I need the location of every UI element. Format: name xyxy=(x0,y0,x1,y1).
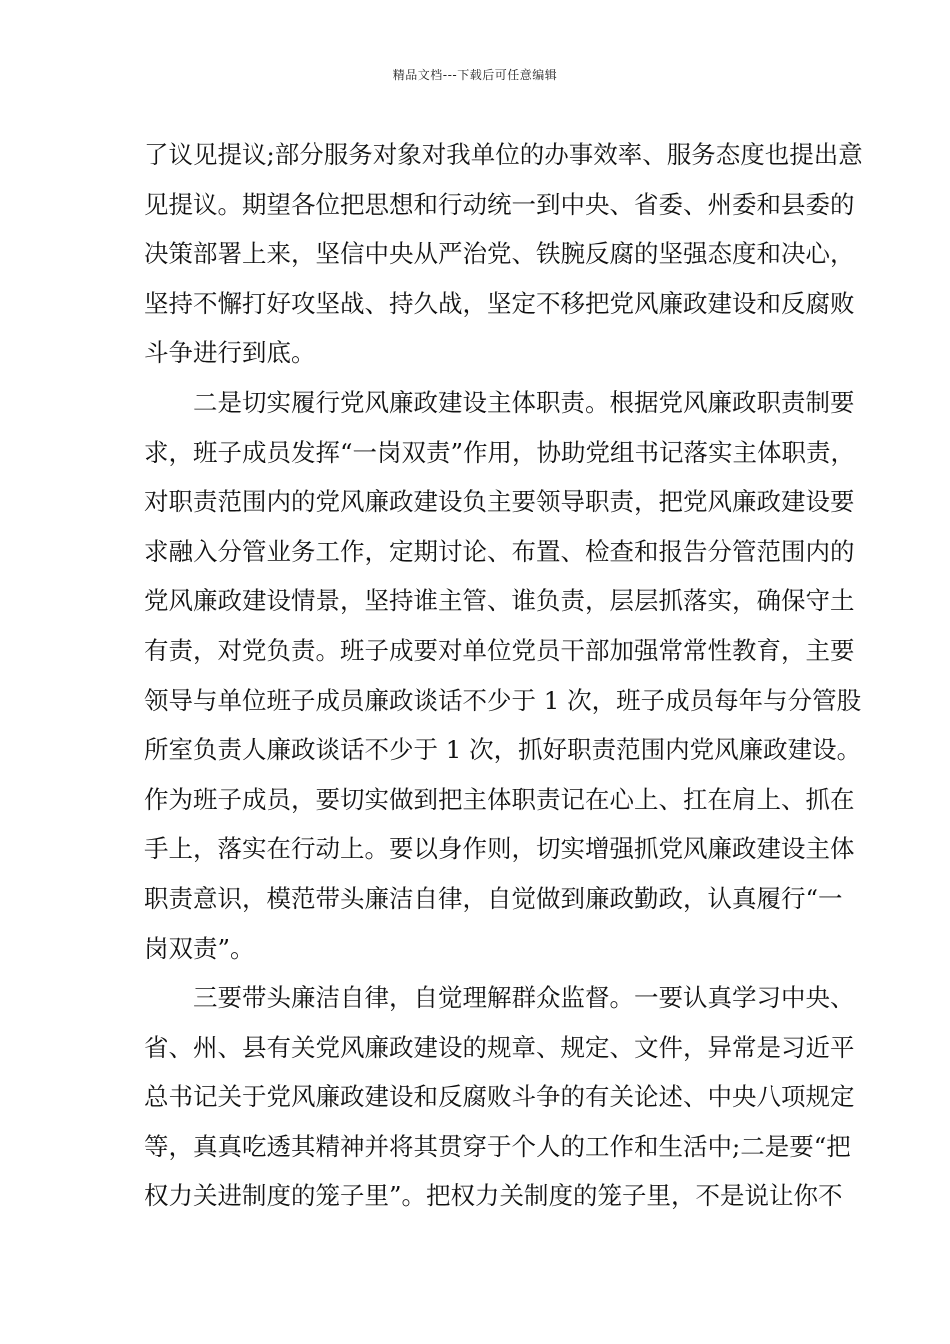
text-line: 岗双责”。 xyxy=(144,933,255,963)
paragraph-first-line: 三要带头廉洁自律，自觉理解群众监督。一要认真学习中央、 xyxy=(193,983,855,1013)
text-line: 作为班子成员，要切实做到把主体职责记在心上、扛在肩上、抓在 xyxy=(144,784,855,814)
document-body xyxy=(144,130,863,1221)
text-line: 坚持不懈打好攻坚战、持久战，坚定不移把党风廉政建设和反腐败 xyxy=(144,288,855,318)
text-line: 领导与单位班子成员廉政谈话不少于 1 次，班子成员每年与分管股 xyxy=(144,685,862,715)
text-line: 决策部署上来，坚信中央从严治党、铁腕反腐的坚强态度和决心， xyxy=(144,239,855,269)
text-line: 手上，落实在行动上。要以身作则，切实增强抓党风廉政建设主体 xyxy=(144,834,855,864)
text-line: 权力关进制度的笼子里”。把权力关制度的笼子里，不是说让你不 xyxy=(144,1181,843,1211)
text-line: 求，班子成员发挥“一岗双责”作用，协助党组书记落实主体职责， xyxy=(144,437,856,467)
text-line: 斗争进行到底。 xyxy=(144,338,316,368)
text-line: 有责，对党负责。班子成要对单位党员干部加强常常性教育，主要 xyxy=(144,635,855,665)
page-header: 精品文档---下载后可任意编辑 xyxy=(392,68,558,82)
text-line: 见提议。期望各位把思想和行动统一到中央、省委、州委和县委的 xyxy=(144,189,855,219)
paragraph-first-line: 二是切实履行党风廉政建设主体职责。根据党风廉政职责制要 xyxy=(193,387,855,417)
text-line: 等，真真吃透其精神并将其贯穿于个人的工作和生活中;二是要“把 xyxy=(144,1131,851,1161)
text-line: 省、州、县有关党风廉政建设的规章、规定、文件，异常是习近平 xyxy=(144,1032,855,1062)
text-line: 所室负责人廉政谈话不少于 1 次，抓好职责范围内党风廉政建设。 xyxy=(144,735,862,765)
text-line: 了议见提议;部分服务对象对我单位的办事效率、服务态度也提出意 xyxy=(144,140,863,169)
text-line: 对职责范围内的党风廉政建设负主要领导职责，把党风廉政建设要 xyxy=(144,487,855,517)
text-line: 总书记关于党风廉政建设和反腐败斗争的有关论述、中央八项规定 xyxy=(144,1082,855,1112)
text-line: 职责意识，模范带头廉洁自律，自觉做到廉政勤政，认真履行“一 xyxy=(144,883,843,913)
text-line: 党风廉政建设情景，坚持谁主管、谁负责，层层抓落实，确保守土 xyxy=(144,586,855,616)
text-line: 求融入分管业务工作，定期讨论、布置、检查和报告分管范围内的 xyxy=(144,536,855,566)
